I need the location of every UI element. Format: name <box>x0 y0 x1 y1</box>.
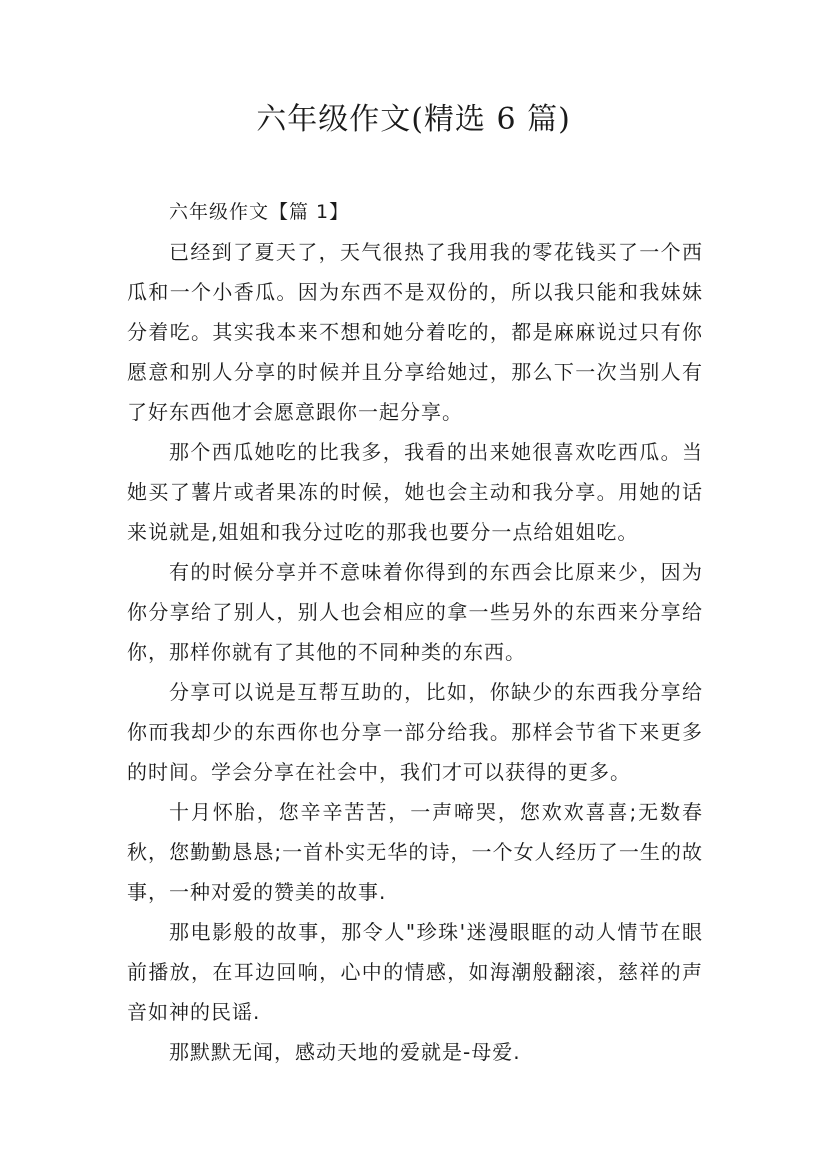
paragraph-5: 十月怀胎，您辛辛苦苦，一声啼哭，您欢欢喜喜;无数春秋，您勤勤恳恳;一首朴实无华的诗，一个女人经历了一生的故事，一种对爱的赞美的故事. <box>127 800 703 904</box>
paragraph-6: 那电影般的故事，那令人"珍珠'迷漫眼眶的动人情节在眼前播放，在耳边回响，心中的情感，如海潮般翻滚，慈祥的声音如神的民谣. <box>127 920 703 1024</box>
paragraph-7: 那默默无闻，感动天地的爱就是-母爱. <box>169 1040 521 1064</box>
document-body <box>127 192 703 1072</box>
document-title: 六年级作文(精选 6 篇) <box>256 102 571 137</box>
paragraph-1: 已经到了夏天了，天气很热了我用我的零花钱买了一个西瓜和一个小香瓜。因为东西不是双份的，所以我只能和我妹妹分着吃。其实我本来不想和她分着吃的，都是麻麻说过只有你愿意和别人分享的时候并且分享给她过，那么下一次当别人有了好东西他才会愿意跟你一起分享。 <box>127 240 703 424</box>
paragraph-4: 分享可以说是互帮互助的，比如，你缺少的东西我分享给你而我却少的东西你也分享一部分给我。那样会节省下来更多的时间。学会分享在社会中，我们才可以获得的更多。 <box>127 680 703 784</box>
paragraph-2: 那个西瓜她吃的比我多，我看的出来她很喜欢吃西瓜。当她买了薯片或者果冻的时候，她也会主动和我分享。用她的话来说就是,姐姐和我分过吃的那我也要分一点给姐姐吃。 <box>127 440 703 544</box>
section-heading: 六年级作文【篇 1】 <box>169 201 350 223</box>
paragraph-3: 有的时候分享并不意味着你得到的东西会比原来少，因为你分享给了别人，别人也会相应的拿一些另外的东西来分享给你，那样你就有了其他的不同种类的东西。 <box>127 560 703 664</box>
